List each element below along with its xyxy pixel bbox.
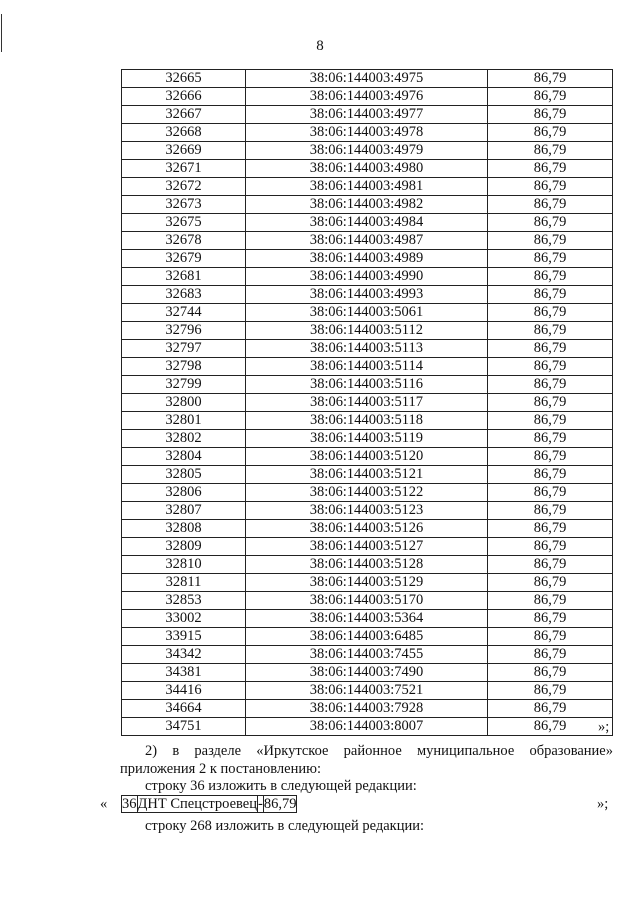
table-row: [122, 160, 613, 178]
cadastral-table: [121, 69, 613, 736]
row-value: 86,79: [488, 538, 613, 556]
row-number: 32679: [122, 250, 246, 268]
table-row: [122, 484, 613, 502]
row-number: 34664: [122, 700, 246, 718]
table-row: [122, 574, 613, 592]
row-number: 32800: [122, 394, 246, 412]
cadastral-table-body: [122, 70, 613, 736]
row-number: 32799: [122, 376, 246, 394]
cadastral-number: 38:06:144003:7928: [246, 700, 488, 718]
table-row: [122, 124, 613, 142]
row-value: 86,79: [488, 358, 613, 376]
row-number: 33002: [122, 610, 246, 628]
row-value: 86,79: [488, 340, 613, 358]
cadastral-number: 38:06:144003:5117: [246, 394, 488, 412]
cadastral-number: 38:06:144003:7455: [246, 646, 488, 664]
cadastral-number: 38:06:144003:7490: [246, 664, 488, 682]
paragraph-2-line-1: [145, 742, 613, 760]
row-value: 86,79: [488, 394, 613, 412]
table-row: [122, 268, 613, 286]
cadastral-number: 38:06:144003:5126: [246, 520, 488, 538]
table-row: [122, 628, 613, 646]
page-number: 8: [316, 38, 324, 54]
cadastral-number: 38:06:144003:6485: [246, 628, 488, 646]
table-row: [122, 142, 613, 160]
row-value: 86,79: [488, 628, 613, 646]
table-closing-quote: »;: [598, 719, 610, 735]
row-value: 86,79: [488, 268, 613, 286]
row-number: 32673: [122, 196, 246, 214]
cadastral-number: 38:06:144003:4981: [246, 178, 488, 196]
row-value: 86,79: [488, 142, 613, 160]
cadastral-number: 38:06:144003:4990: [246, 268, 488, 286]
row-value: 86,79: [488, 124, 613, 142]
row-number: 34342: [122, 646, 246, 664]
row-value: 86,79: [488, 250, 613, 268]
row-value: 86,79: [488, 232, 613, 250]
cadastral-number: 38:06:144003:5113: [246, 340, 488, 358]
table-row: [122, 646, 613, 664]
table-row: [122, 556, 613, 574]
row-number: 32802: [122, 430, 246, 448]
row-number: 32669: [122, 142, 246, 160]
row-number: 32668: [122, 124, 246, 142]
cadastral-number: 38:06:144003:5128: [246, 556, 488, 574]
row-value: 86,79: [488, 430, 613, 448]
table-row: [122, 502, 613, 520]
row-number: 34416: [122, 682, 246, 700]
row-36-close-quote: »;: [597, 796, 609, 812]
cadastral-number: 38:06:144003:5119: [246, 430, 488, 448]
row-number: 32806: [122, 484, 246, 502]
row-value: 86,79: [488, 160, 613, 178]
table-row: [122, 376, 613, 394]
table-row: [122, 466, 613, 484]
cadastral-number: 38:06:144003:4975: [246, 70, 488, 88]
cadastral-number: 38:06:144003:4987: [246, 232, 488, 250]
cadastral-number: 38:06:144003:4982: [246, 196, 488, 214]
row-value: 86,79: [488, 448, 613, 466]
row-36-value: 86,79: [263, 796, 297, 812]
row-value: 86,79: [488, 196, 613, 214]
cadastral-number: 38:06:144003:8007: [246, 718, 488, 736]
row-number: 32804: [122, 448, 246, 466]
row-number: 34381: [122, 664, 246, 682]
row-number: 32810: [122, 556, 246, 574]
table-row: [122, 412, 613, 430]
row-36-name: ДНТ Спецстроевец: [137, 796, 257, 812]
row-number: 32678: [122, 232, 246, 250]
table-row: [122, 340, 613, 358]
row-number: 32667: [122, 106, 246, 124]
row-value: 86,79: [488, 556, 613, 574]
table-row: [122, 232, 613, 250]
row-number: 32672: [122, 178, 246, 196]
table-row: [122, 106, 613, 124]
row-number: 32807: [122, 502, 246, 520]
cadastral-number: 38:06:144003:5118: [246, 412, 488, 430]
cadastral-number: 38:06:144003:4984: [246, 214, 488, 232]
row-36-cadastral: -: [258, 796, 263, 812]
row-36-open-quote: «: [100, 796, 108, 812]
cadastral-number: 38:06:144003:4980: [246, 160, 488, 178]
paragraph-2-line-2: приложения 2 к постановлению:: [120, 761, 321, 777]
row-number: 32681: [122, 268, 246, 286]
paragraph-2-text: 2) в разделе «Иркутское районное муниципальное образование»: [145, 743, 613, 759]
table-row: [122, 88, 613, 106]
row-value: 86,79: [488, 574, 613, 592]
row-number: 34751: [122, 718, 246, 736]
table-row: [122, 286, 613, 304]
table-row: [122, 682, 613, 700]
row-number: 32671: [122, 160, 246, 178]
row-value: 86,79: [488, 664, 613, 682]
table-row: [122, 448, 613, 466]
table-row: [122, 322, 613, 340]
table-row: [122, 796, 297, 813]
row-value: 86,79: [488, 304, 613, 322]
row-number: 32801: [122, 412, 246, 430]
cadastral-number: 38:06:144003:4977: [246, 106, 488, 124]
row-number: 32796: [122, 322, 246, 340]
row-value: 86,79: [488, 286, 613, 304]
table-row: [122, 178, 613, 196]
cadastral-number: 38:06:144003:5061: [246, 304, 488, 322]
row-number: 32683: [122, 286, 246, 304]
table-row: [122, 358, 613, 376]
table-row: [122, 664, 613, 682]
table-row: [122, 592, 613, 610]
row-value: 86,79: [488, 520, 613, 538]
cadastral-number: 38:06:144003:5112: [246, 322, 488, 340]
row-value: 86,79: [488, 718, 613, 736]
row-value: 86,79: [488, 682, 613, 700]
table-row: [122, 538, 613, 556]
row-value: 86,79: [488, 70, 613, 88]
row-value: 86,79: [488, 376, 613, 394]
row-number: 32809: [122, 538, 246, 556]
cadastral-number: 38:06:144003:5364: [246, 610, 488, 628]
table-row: [122, 394, 613, 412]
row-number: 32853: [122, 592, 246, 610]
row-number: 32805: [122, 466, 246, 484]
row-268-intro: строку 268 изложить в следующей редакции:: [145, 818, 424, 834]
table-row: [122, 520, 613, 538]
table-row: [122, 430, 613, 448]
cadastral-number: 38:06:144003:5127: [246, 538, 488, 556]
cadastral-number: 38:06:144003:5121: [246, 466, 488, 484]
row-36-number: 36: [122, 796, 137, 812]
row-value: 86,79: [488, 484, 613, 502]
row-value: 86,79: [488, 466, 613, 484]
row-value: 86,79: [488, 700, 613, 718]
row-number: 32675: [122, 214, 246, 232]
row-value: 86,79: [488, 322, 613, 340]
row-value: 86,79: [488, 88, 613, 106]
row-number: 32665: [122, 70, 246, 88]
row-36-intro: строку 36 изложить в следующей редакции:: [145, 778, 417, 794]
cadastral-number: 38:06:144003:5123: [246, 502, 488, 520]
row-36-table: [121, 795, 297, 813]
cadastral-number: 38:06:144003:5129: [246, 574, 488, 592]
table-row: [122, 196, 613, 214]
row-value: 86,79: [488, 646, 613, 664]
cadastral-number: 38:06:144003:4978: [246, 124, 488, 142]
row-value: 86,79: [488, 178, 613, 196]
row-value: 86,79: [488, 502, 613, 520]
table-row: [122, 250, 613, 268]
cadastral-number: 38:06:144003:5120: [246, 448, 488, 466]
cadastral-number: 38:06:144003:7521: [246, 682, 488, 700]
row-number: 32744: [122, 304, 246, 322]
row-number: 32811: [122, 574, 246, 592]
table-row: [122, 70, 613, 88]
cadastral-number: 38:06:144003:5122: [246, 484, 488, 502]
row-value: 86,79: [488, 610, 613, 628]
table-row: [122, 214, 613, 232]
cadastral-number: 38:06:144003:5116: [246, 376, 488, 394]
table-row: [122, 304, 613, 322]
cadastral-number: 38:06:144003:4989: [246, 250, 488, 268]
row-number: 32666: [122, 88, 246, 106]
row-value: 86,79: [488, 592, 613, 610]
row-number: 32797: [122, 340, 246, 358]
row-number: 32798: [122, 358, 246, 376]
row-value: 86,79: [488, 214, 613, 232]
row-value: 86,79: [488, 106, 613, 124]
cadastral-number: 38:06:144003:5114: [246, 358, 488, 376]
table-row: [122, 718, 613, 736]
cadastral-number: 38:06:144003:5170: [246, 592, 488, 610]
cadastral-number: 38:06:144003:4993: [246, 286, 488, 304]
cadastral-number: 38:06:144003:4979: [246, 142, 488, 160]
table-row: [122, 700, 613, 718]
cadastral-number: 38:06:144003:4976: [246, 88, 488, 106]
row-number: 33915: [122, 628, 246, 646]
row-value: 86,79: [488, 412, 613, 430]
row-number: 32808: [122, 520, 246, 538]
table-row: [122, 610, 613, 628]
